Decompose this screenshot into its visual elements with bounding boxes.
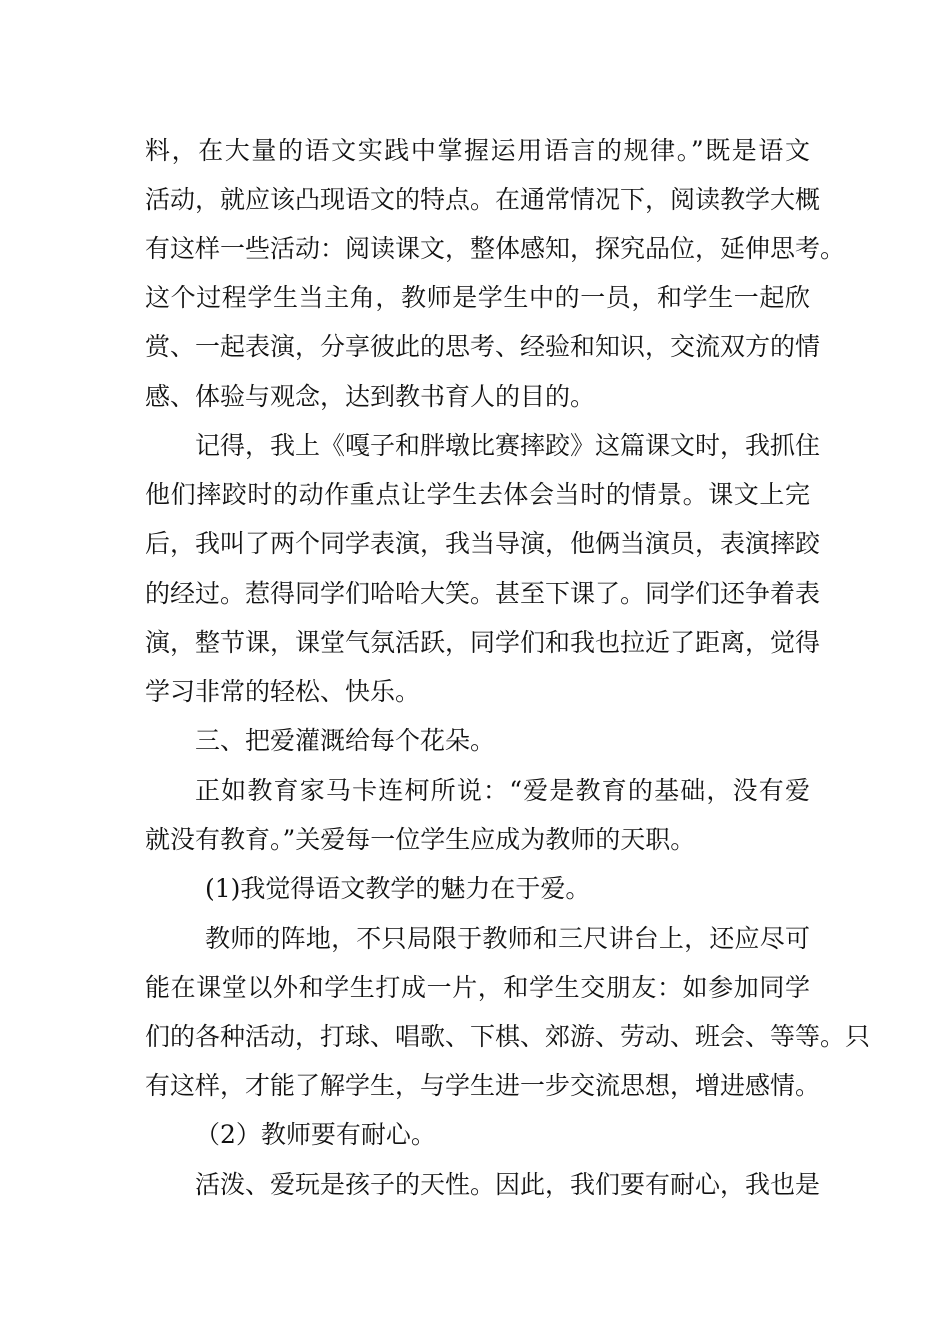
text-line-18: 能在课堂以外和学生打成一片，和学生交朋友：如参加同学 — [145, 973, 810, 1002]
text-line-11: 演，整节课，课堂气氛活跃，同学们和我也拉近了距离，觉得 — [145, 628, 821, 657]
text-line-4: 这个过程学生当主角，教师是学生中的一员，和学生一起欣 — [145, 283, 810, 312]
text-line-15: 就没有教育。”关爱每一位学生应成为教师的天职。 — [145, 825, 696, 854]
text-line-3: 有这样一些活动：阅读课文，整体感知，探究品位，延伸思考。 — [145, 234, 846, 263]
quote-paragraph-start: 正如教育家马卡连柯所说：“爱是教育的基础，没有爱 — [195, 776, 810, 805]
text-line-10: 的经过。惹得同学们哈哈大笑。甚至下课了。同学们还争着表 — [145, 579, 821, 608]
paragraph-start-line-2: 教师的阵地，不只局限于教师和三尺讲台上，还应尽可 — [205, 924, 810, 953]
text-line-12: 学习非常的轻松、快乐。 — [145, 677, 421, 706]
text-line-6: 感、体验与观念，达到教书育人的目的。 — [145, 382, 596, 411]
subheading-1: (1)我觉得语文教学的魅力在于爱。 — [205, 874, 591, 903]
paragraph-start-line: 记得，我上《嘎子和胖墩比赛摔跤》这篇课文时，我抓住 — [195, 431, 821, 460]
text-line-1: 料，在大量的语文实践中掌握运用语言的规律。”既是语文 — [145, 136, 810, 165]
section-heading: 三、把爱灌溉给每个花朵。 — [195, 726, 496, 755]
text-line-20: 有这样，才能了解学生，与学生进一步交流思想，增进感情。 — [145, 1071, 821, 1100]
text-line-2: 活动，就应该凸现语文的特点。在通常情况下，阅读教学大概 — [145, 185, 821, 214]
text-line-8: 他们摔跤时的动作重点让学生去体会当时的情景。课文上完 — [145, 480, 810, 509]
subheading-2: （2）教师要有耐心。 — [195, 1120, 436, 1149]
text-line-19: 们的各种活动，打球、唱歌、下棋、郊游、劳动、班会、等等。只 — [145, 1022, 871, 1051]
text-line-5: 赏、一起表演，分享彼此的思考、经验和知识，交流双方的情 — [145, 332, 821, 361]
paragraph-start-line-3: 活泼、爱玩是孩子的天性。因此，我们要有耐心，我也是 — [195, 1170, 821, 1199]
text-line-9: 后，我叫了两个同学表演，我当导演，他俩当演员，表演摔跤 — [145, 529, 821, 558]
